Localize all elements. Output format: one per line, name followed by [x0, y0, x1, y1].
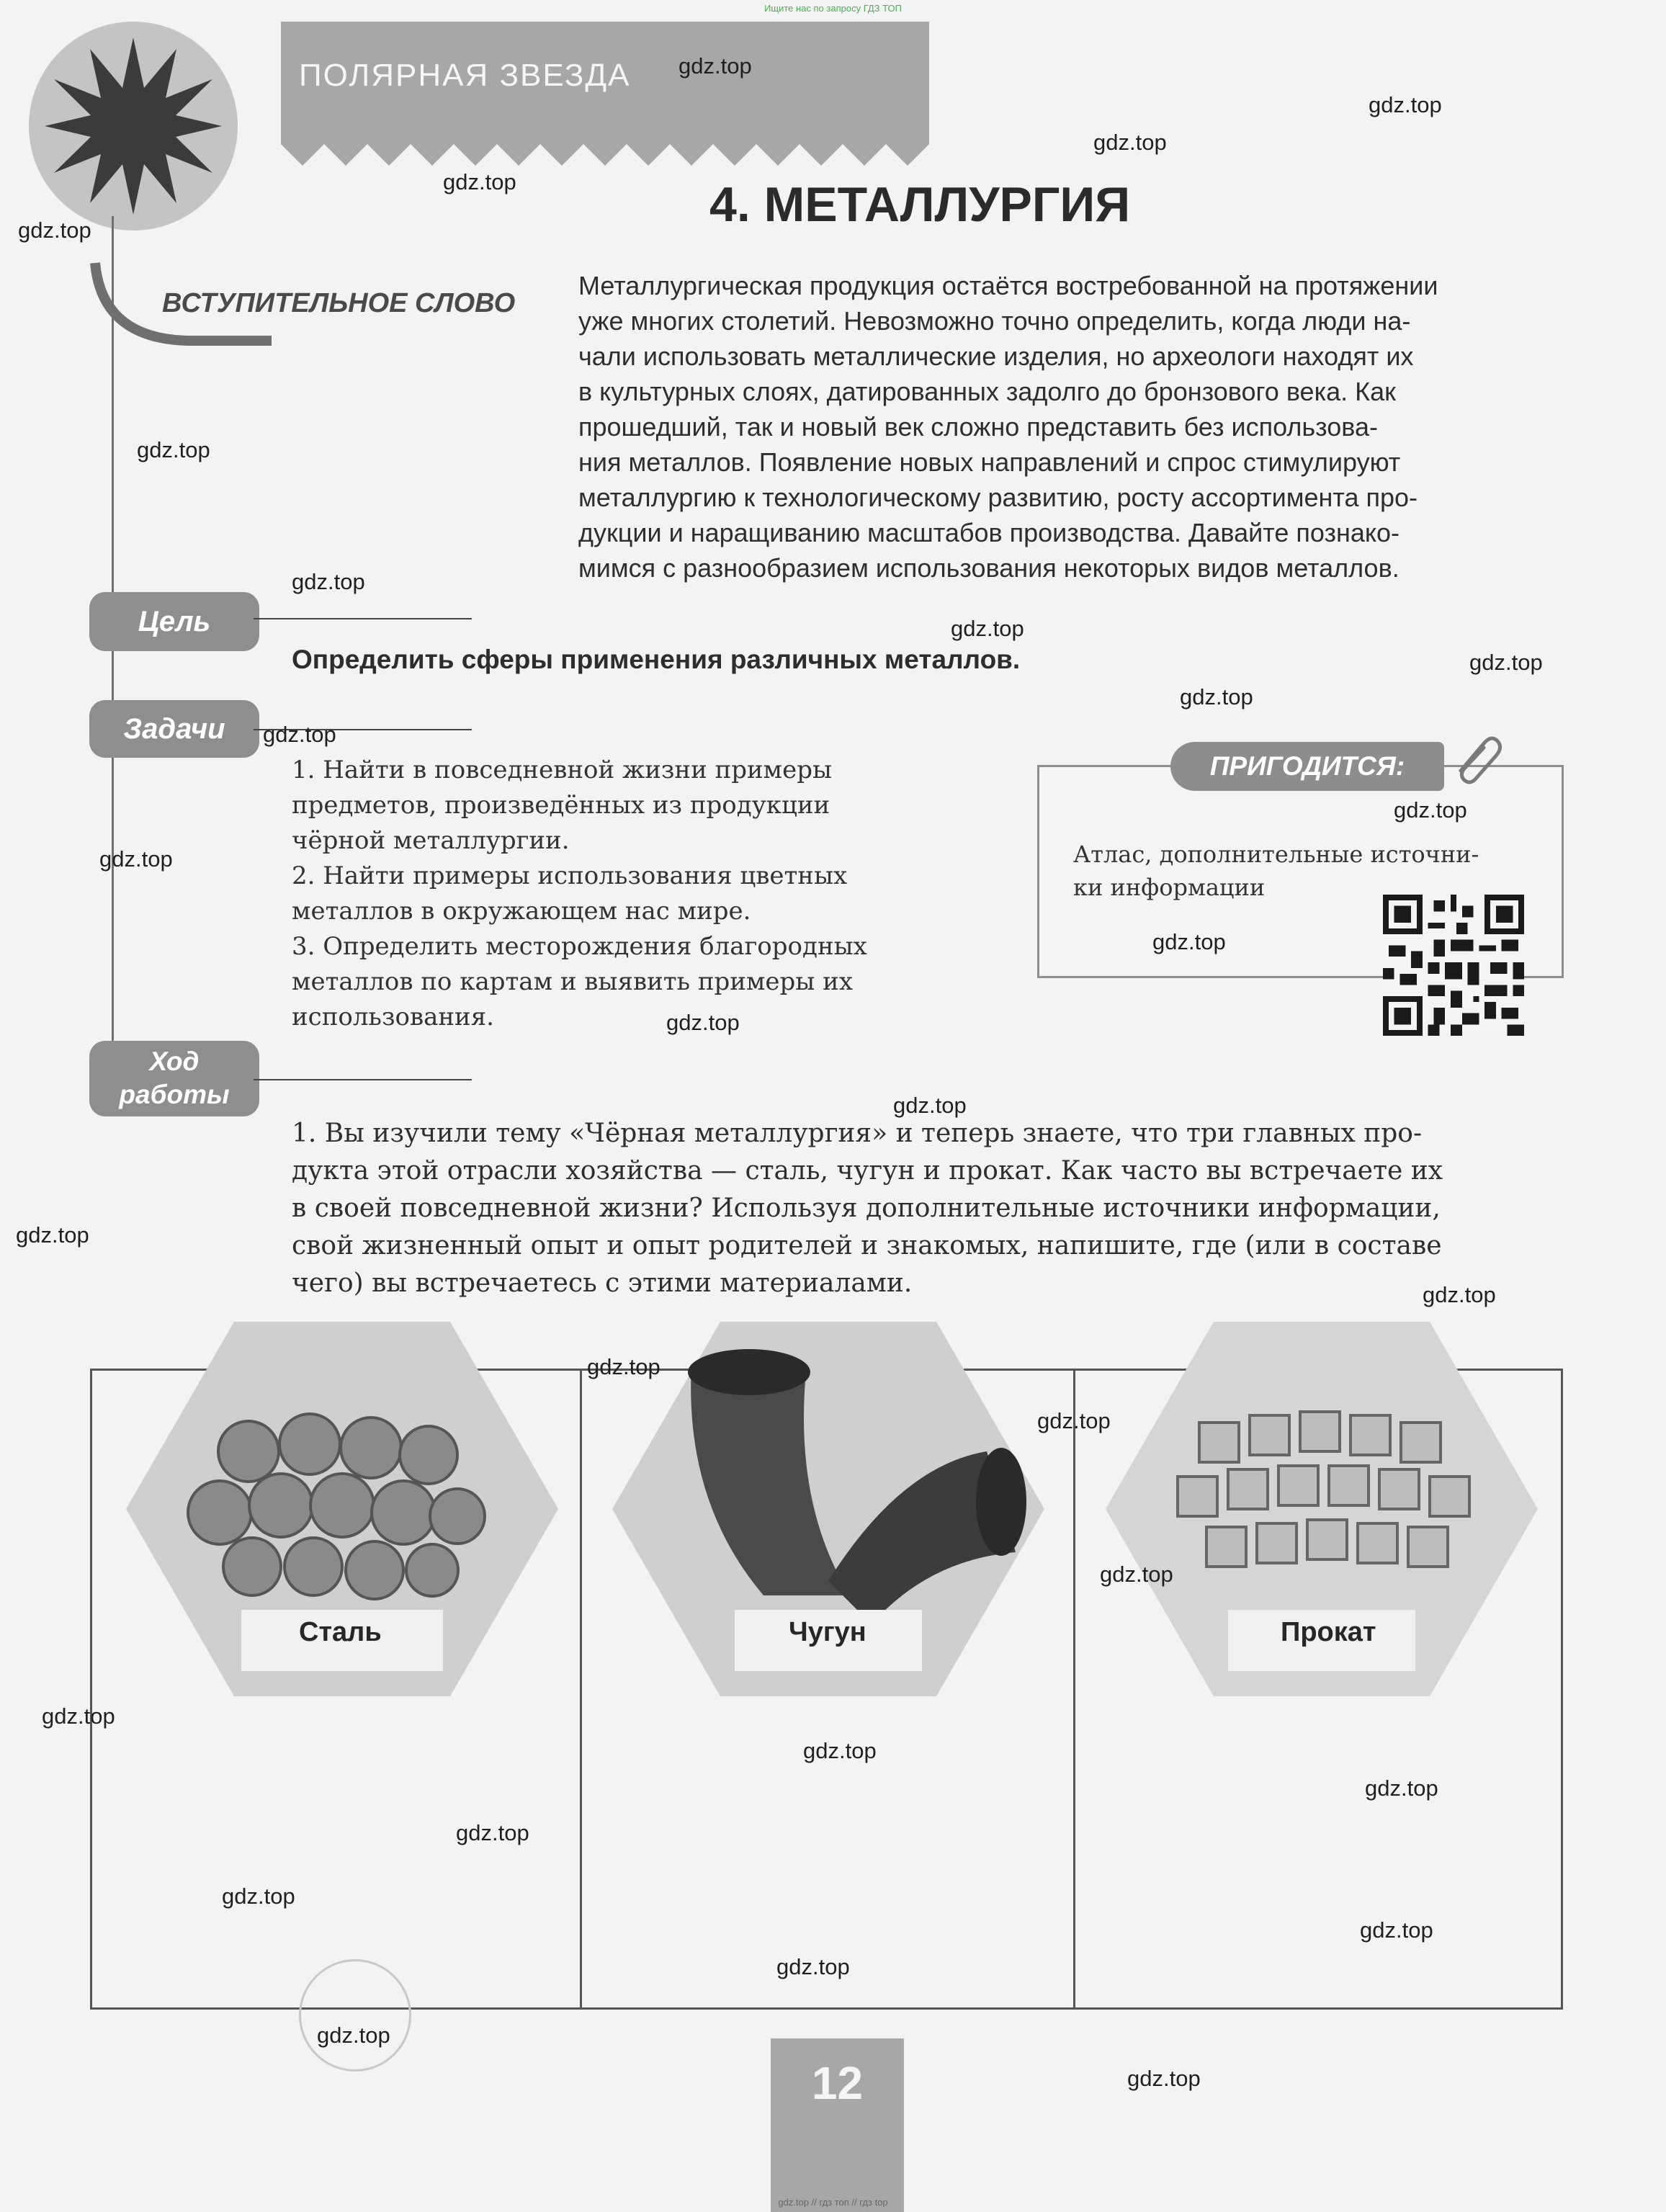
watermark: gdz.top [587, 1354, 660, 1379]
task-line: металлов в окружающем нас мире. [292, 897, 751, 926]
tasks-label: Задачи [89, 700, 259, 758]
work-label-line: работы [119, 1080, 230, 1109]
page-number: 12 [811, 2057, 864, 2109]
page-title: 4. МЕТАЛЛУРГИЯ [709, 177, 1131, 232]
tasks-list [292, 753, 994, 1035]
table-column-divider [1073, 1369, 1075, 2010]
intro-paragraph [578, 268, 1565, 586]
work-label-line: Ход [149, 1047, 200, 1076]
intro-line: в культурных слоях, датированных задолго до бронзового века. Как [578, 377, 1396, 406]
watermark: gdz.top [1127, 2066, 1201, 2091]
watermark: gdz.top [1394, 797, 1467, 823]
watermark: gdz.top [951, 616, 1024, 641]
watermark: gdz.top [1423, 1282, 1496, 1307]
material-caption-cast-iron: Чугун [789, 1617, 866, 1647]
useful-line: Атлас, дополнительные источни- [1073, 841, 1479, 868]
watermark: gdz.top [18, 218, 91, 243]
task-line: использования. [292, 1003, 494, 1031]
watermark: gdz.top [1037, 1408, 1111, 1433]
watermark: gdz.top [222, 1884, 295, 1909]
material-caption-steel: Сталь [299, 1617, 382, 1647]
watermark: gdz.top [16, 1222, 89, 1248]
intro-line: уже многих столетий. Невозможно точно определить, когда люди на- [578, 306, 1411, 336]
intro-line: металлургию к технологическому развитию, росту ассортимента про- [578, 483, 1418, 512]
goal-label: Цель [89, 592, 259, 651]
intro-line: мимся с разнообразием использования некоторых видов металлов. [578, 553, 1399, 583]
work-line: свой жизненный опыт и опыт родителей и знакомых, напишите, где (или в составе [292, 1231, 1442, 1261]
work-line: 1. Вы изучили тему «Чёрная металлургия» и теперь знаете, что три главных про- [292, 1119, 1423, 1148]
work-line: в своей повседневной жизни? Используя дополнительные источники информации, [292, 1194, 1441, 1223]
search-hint-link[interactable]: Ищите нас по запросу ГДЗ ТОП [764, 3, 902, 14]
watermark: gdz.top [1469, 650, 1543, 675]
watermark: gdz.top [776, 1954, 850, 1979]
watermark: gdz.top [137, 437, 210, 462]
intro-line: Металлургическая продукция остаётся востребованной на протяжении [578, 271, 1438, 300]
watermark: gdz.top [42, 1703, 115, 1729]
intro-line: прошедший, так и новый век сложно представить без использова- [578, 412, 1378, 442]
watermark: gdz.top [263, 722, 336, 747]
goal-text: Определить сферы применения различных металлов. [292, 645, 1021, 674]
watermark: gdz.top [679, 53, 752, 79]
work-line: дукта этой отрасли хозяйства — сталь, чугун и прокат. Как часто вы встречаете их [292, 1156, 1443, 1186]
brand-title: ПОЛЯРНАЯ ЗВЕЗДА [299, 58, 631, 93]
watermark: gdz.top [666, 1010, 740, 1035]
watermark: gdz.top [456, 1820, 529, 1845]
table-column-divider [580, 1369, 582, 2010]
task-line: 2. Найти примеры использования цветных [292, 861, 848, 890]
watermark: gdz.top [1369, 92, 1442, 117]
intro-line: чали использовать металлические изделия, но археологи находят их [578, 341, 1414, 371]
watermark: gdz.top [1180, 684, 1253, 709]
watermark: gdz.top [1093, 130, 1167, 155]
qr-code-icon[interactable] [1383, 895, 1524, 1036]
watermark: gdz.top [1365, 1776, 1438, 1801]
watermark: gdz.top [1360, 1917, 1433, 1943]
intro-line: дукции и наращиванию масштабов производства. Давайте познако- [578, 518, 1400, 547]
watermark: gdz.top [443, 169, 516, 194]
task-line: предметов, произведённых из продукции [292, 791, 830, 820]
work-label [89, 1041, 259, 1116]
useful-line: ки информации [1073, 874, 1266, 901]
watermark: gdz.top [317, 2023, 390, 2048]
task-line: 1. Найти в повседневной жизни примеры [292, 756, 833, 784]
task-line: металлов по картам и выявить примеры их [292, 967, 853, 996]
intro-line: ния металлов. Появление новых направлений и спрос стимулируют [578, 447, 1401, 477]
footer-link[interactable]: gdz.top // гдз топ // гдз top [778, 2197, 888, 2208]
intro-section-label: ВСТУПИТЕЛЬНОЕ СЛОВО [162, 288, 516, 318]
watermark: gdz.top [1100, 1562, 1173, 1587]
work-task-text [292, 1115, 1563, 1302]
watermark: gdz.top [1152, 929, 1226, 954]
watermark: gdz.top [893, 1093, 967, 1118]
watermark: gdz.top [99, 846, 173, 872]
watermark: gdz.top [803, 1738, 877, 1763]
star-logo-icon [29, 22, 238, 230]
task-line: чёрной металлургии. [292, 826, 570, 855]
task-line: 3. Определить месторождения благородных [292, 932, 867, 961]
goal-rule [254, 618, 472, 619]
decorative-circle [299, 1959, 411, 2072]
work-rule [254, 1079, 472, 1080]
work-line: чего) вы встречаетесь с этими материалами. [292, 1268, 913, 1298]
useful-label: ПРИГОДИТСЯ: [1170, 742, 1444, 791]
material-caption-rolled-steel: Прокат [1281, 1617, 1376, 1647]
watermark: gdz.top [292, 569, 365, 594]
paperclip-icon [1448, 729, 1505, 787]
header-zigzag [281, 137, 929, 166]
